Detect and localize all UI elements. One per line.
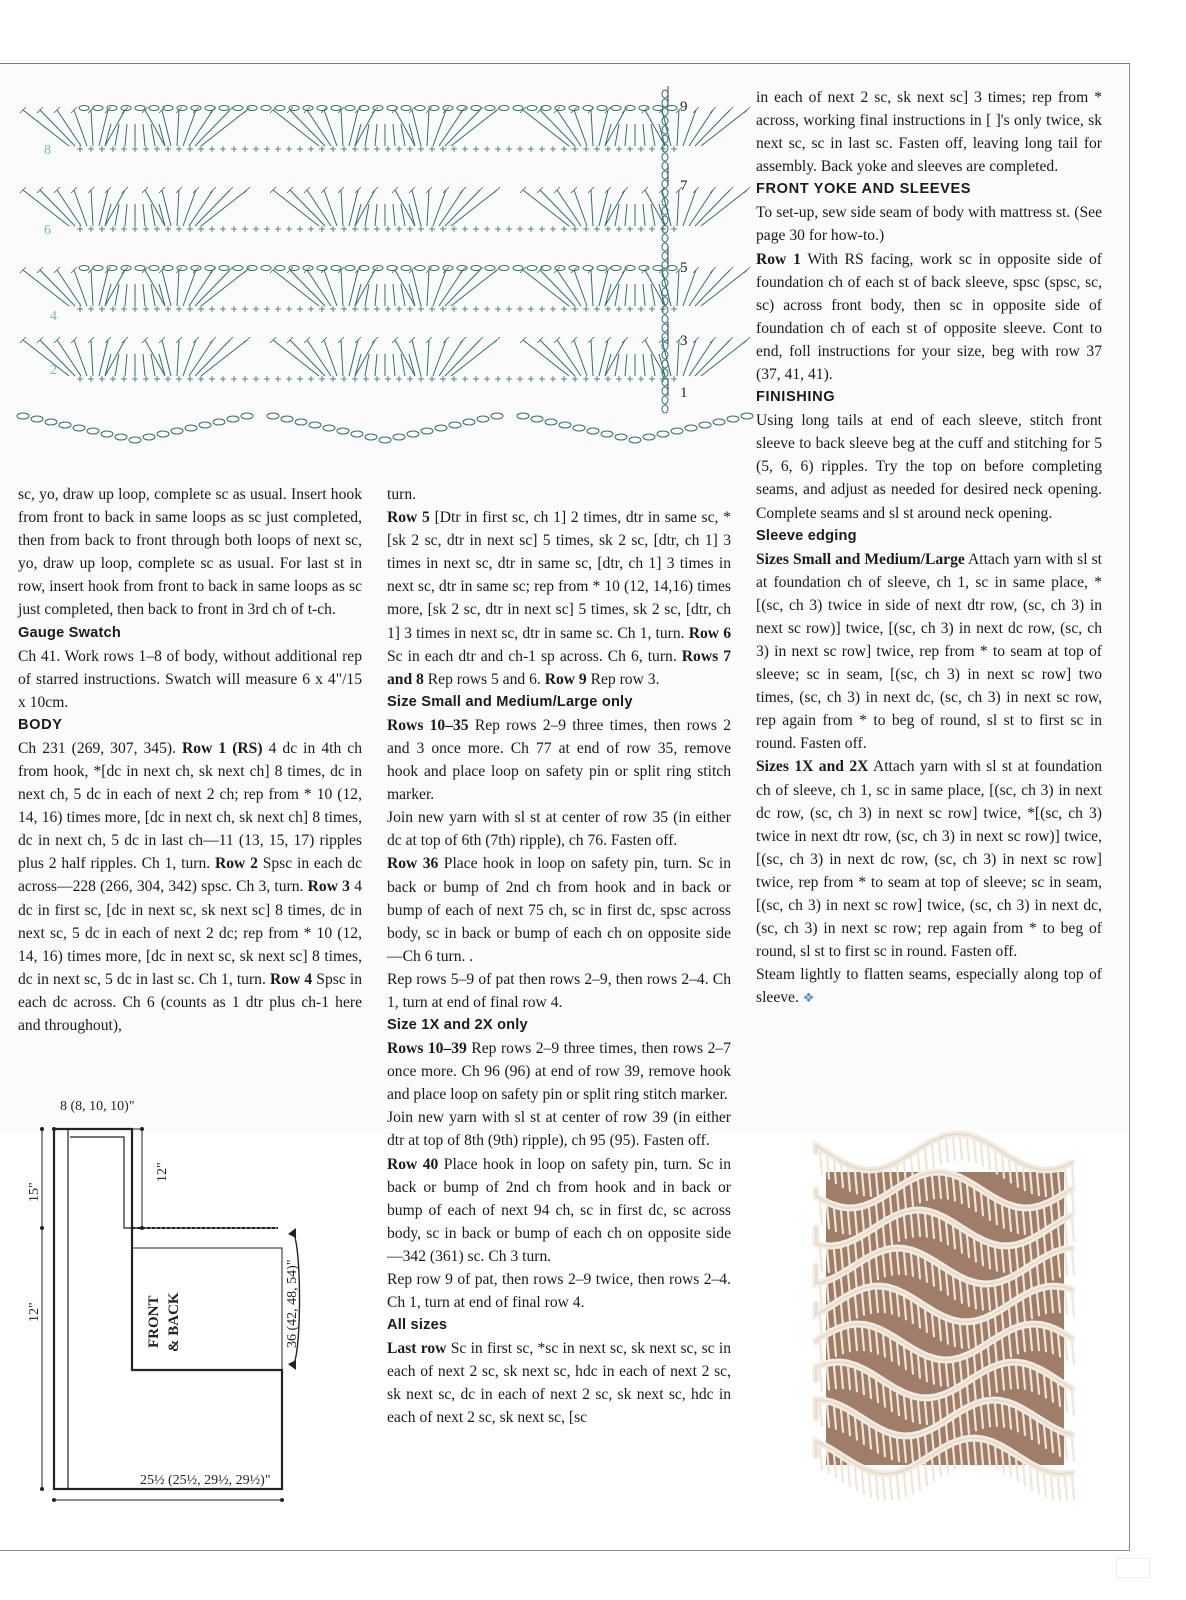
frame-top-rule <box>0 63 1130 64</box>
schematic-left-body: 12" <box>27 1302 42 1322</box>
body-paragraph <box>756 963 1102 1009</box>
row-label: Last row <box>387 1340 447 1358</box>
row-label: Row 40 <box>387 1155 439 1173</box>
body-paragraph: Rep rows 5–9 of pat then rows 2–9, then rows 2–4. Ch 1, turn at end of final row 4. <box>387 970 731 1011</box>
section-heading-body: BODY <box>18 716 63 733</box>
section-heading-all-sizes: All sizes <box>387 1317 448 1334</box>
frame-right-rule <box>1129 63 1130 1551</box>
stitch-chart <box>40 86 725 471</box>
text-run: Sc in each dtr and ch-1 sp across. Ch 6, turn. <box>387 647 682 665</box>
text-run: Rep row 3. <box>586 670 660 688</box>
row-label: Row 9 <box>544 670 587 688</box>
body-paragraph: Join new yarn with sl st at center of row 39 (in either dtr at top of 8th (9th) ripple), ch 95 (95). Fasten off. <box>387 1109 731 1150</box>
text-run: Attach yarn with sl st at foundation ch of sleeve, ch 1, sc in same place, *[(sc, ch 3) twice in side of next dtr row, (sc, ch 3) in next sc row)] twice, [(sc, ch 3) in next dc row, (sc, ch 3) in next sc row] twice, rep from * to seam at top of sleeve; sc in seam, [(sc, ch 3) in next sc row] two times, (sc, ch 3) in next dc, (sc, ch 3) in next sc row, rep again from * to beg of round, sl st to first sc in round. Fasten off. <box>756 550 1102 753</box>
body-paragraph: Using long tails at end of each sleeve, stitch front sleeve to back sleeve beg at the cuff and stitching for 5 (5, 6, 6) ripples. Try the top on before completing seams, and adjust as needed for desired neck opening. Complete seams and sl st around neck opening. <box>756 412 1102 522</box>
row-label: Row 3 <box>307 878 350 896</box>
schematic-sleeve-depth: 12" <box>155 1162 170 1182</box>
body-paragraph: Join new yarn with sl st at center of row 35 (in either dc at top of 6th (7th) ripple), ch 76. Fasten off. <box>387 809 731 850</box>
text-run: Spsc in each dc across—228 (266, 304, 342) spsc. Ch 3, turn. <box>18 855 363 896</box>
chart-row-number: 6 <box>44 223 51 238</box>
row-label: Row 36 <box>387 855 439 873</box>
schematic-panel-label-2: & BACK <box>166 1292 182 1352</box>
stitch-chart-symbols <box>17 86 753 443</box>
text-run: 4 dc in first sc, [dc in next sc, sk next sc] 8 times, dc in next sc, 5 dc in each of next 2 dc; rep from * 10 (12, 14, 16) times more, [dc in next sc, sk next sc] 8 times, dc in next sc, 5 dc in last sc. Ch 1, turn. <box>18 878 362 988</box>
body-paragraph <box>387 1153 731 1268</box>
row-label: Rows 10–39 <box>387 1040 467 1058</box>
text-run: Rep rows 2–9 three times, then rows 2–7 once more. Ch 96 (96) at end of row 39, remove hook and place loop on safety pin or split ring stitch marker. <box>387 1040 731 1104</box>
chart-row-number: 8 <box>44 143 51 158</box>
body-paragraph <box>387 714 731 806</box>
chart-row-number: 3 <box>680 333 688 349</box>
schematic-left-total: 15" <box>27 1182 42 1202</box>
body-paragraph: To set-up, sew side seam of body with mattress st. (See page 30 for how-to.) <box>756 204 1102 245</box>
chart-row-number: 5 <box>680 260 688 276</box>
row-label: Row 1 <box>756 250 801 268</box>
text-run: With RS facing, work sc in opposite side of foundation ch of each st of back sleeve, spsc (spsc, sc, sc) across front body, then sc in opposite side of foundation ch of each st of opposite sleeve. Cont to end, foll instructions for your size, beg with row 37 (37, 41, 41). <box>756 250 1102 384</box>
section-heading-sleeve-edging: Sleeve edging <box>756 527 857 544</box>
text-run: Rep rows 5 and 6. <box>423 670 545 688</box>
row-label: Row 5 <box>387 509 430 527</box>
text-run: Attach yarn with sl st at foundation ch of sleeve, ch 1, sc in same place, [(sc, ch 3) in next dc row, (sc, ch 3) in next sc row] twice, *[(sc, ch 3) twice in next dtr row, (sc, ch 3) in next sc row)] twice, [(sc, ch 3) in next dc row, (sc, ch 3) in next sc row] twice, rep from * to seam at top of sleeve; sc in seam, [(sc, ch 3) in next sc row] twice, (sc, ch 3) in next dc, (sc, ch 3) in next sc row; rep again from * to beg of round, sl st to first sc in round. Fasten off. <box>756 758 1103 961</box>
text-run: 4 dc in 4th ch from hook, *[dc in next ch, sk next ch] 8 times, dc in next ch, 5 dc in each of next 2 ch; rep from * 10 (12, 14, 16) times more, [dc in next ch, sk next ch] 8 times, dc in next ch, 5 dc in last ch—11 (13, 15, 17) ripples plus 2 half ripples. Ch 1, turn. <box>18 739 363 873</box>
body-paragraph <box>18 737 362 1037</box>
end-mark-icon: ❖ <box>802 990 815 1006</box>
section-heading-front-yoke: FRONT YOKE AND SLEEVES <box>756 181 972 198</box>
section-heading-1x-2x: Size 1X and 2X only <box>387 1017 528 1034</box>
chart-row-number: 2 <box>50 363 57 378</box>
text-run: Place hook in loop on safety pin, turn. Sc in back or bump of 2nd ch from hook and in back or bump of each of next 94 ch, sc in first dc, sc across body, sc in back or bump of each ch on opposite side—342 (361) sc. Ch 3 turn. <box>387 1155 731 1265</box>
schematic-bottom-width: 25½ (25½, 29½, 29½)" <box>140 1473 271 1488</box>
body-paragraph: Rep row 9 of pat, then rows 2–9 twice, then rows 2–4. Ch 1, turn at end of final row 4. <box>387 1271 731 1312</box>
body-paragraph <box>756 248 1102 387</box>
row-label: Row 2 <box>214 855 258 873</box>
chart-left-row-numbers <box>44 143 57 378</box>
text-run: Sc in first sc, *sc in next sc, sk next sc, sc in each of next 2 sc, sk next sc, hdc in each of next 2 sc, sk next sc, dc in each of next 2 sc, sk next sc, hdc in each of next 2 sc, sk next sc, [sc <box>387 1340 731 1427</box>
frame-bottom-rule <box>0 1550 1130 1551</box>
body-paragraph: Ch 41. Work rows 1–8 of body, without additional rep of starred instructions. Swatch will measure 6 x 4"/15 x 10cm. <box>18 647 362 711</box>
text-run: [Dtr in first sc, ch 1] 2 times, dtr in same sc, *[sk 2 sc, dtr in next sc] 5 times, sk 2 sc, [dtr, ch 1] 3 times in next sc, dtr in same sc, [dtr, ch 1] 3 times in next sc, dtr in same sc; rep from * 10 (12, 14,16) times more, [sk 2 sc, dtr in next sc] 5 times, sk 2 sc, [dtr, ch 1] 3 times in next sc, dtr in same sc. Ch 1, turn. <box>387 509 731 642</box>
body-paragraph <box>387 1337 731 1429</box>
text-column-2 <box>387 483 731 1430</box>
body-paragraph <box>387 852 731 967</box>
text-run: Rep rows 2–9 three times, then rows 2 and 3 once more. Ch 77 at end of row 35, remove hook and place loop on safety pin or split ring stitch marker. <box>387 716 731 804</box>
chart-row-number: 4 <box>50 309 57 324</box>
row-label: Row 6 <box>688 624 732 642</box>
row-label: Row 1 (RS) <box>182 739 263 757</box>
garment-schematic <box>27 1099 330 1510</box>
section-heading-gauge: Gauge Swatch <box>18 624 121 641</box>
schematic-circumference: 36 (42, 48, 54)" <box>285 1259 300 1348</box>
body-paragraph: in each of next 2 sc, sk next sc] 3 times; rep from * across, working final instructions in [ ]'s only twice, sk next sc, sc in last sc. Fasten off, leaving long tail for assembly. Back yoke and sleeves are completed. <box>756 89 1102 176</box>
chart-row-number: 9 <box>680 99 688 115</box>
text-column-3 <box>756 86 1102 1009</box>
body-paragraph: turn. <box>387 486 417 503</box>
schematic-panel-label-1: FRONT <box>146 1295 162 1348</box>
lace-photo <box>826 1172 1064 1465</box>
size-label: Sizes 1X and 2X <box>756 758 869 776</box>
body-paragraph <box>756 755 1102 963</box>
row-label: Row 4 <box>269 970 313 988</box>
body-paragraph <box>756 548 1102 756</box>
text-run: Spsc in each dc across. Ch 6 (counts as 1 dtr plus ch-1 here and throughout), <box>18 970 363 1034</box>
text-column-1 <box>18 483 362 1037</box>
chart-row-number: 7 <box>680 178 688 194</box>
text-run: Place hook in loop on safety pin, turn. Sc in back or bump of 2nd ch from hook and in back or bump of each of next 75 ch, sc in first dc, spsc across body, sc in back or bump of each ch on opposite side—Ch 6 turn. . <box>387 855 731 965</box>
body-paragraph: sc, yo, draw up loop, complete sc as usual. Insert hook from front to back in same loops as sc just completed, then from back to front through both loops of next sc, yo, draw up loop, complete sc as usual. For last st in row, insert hook from front to back in same loops as sc just completed, then back to front in 3rd ch of t-ch. <box>18 486 362 619</box>
text-run: Steam lightly to flatten seams, especially along top of sleeve. <box>756 966 1102 1007</box>
body-paragraph <box>387 1037 731 1106</box>
chart-row-number: 1 <box>680 385 688 401</box>
row-label: Rows 10–35 <box>387 716 469 734</box>
section-heading-finishing: FINISHING <box>756 389 836 406</box>
page-corner-tab <box>1116 1558 1150 1578</box>
size-label: Sizes Small and Medium/Large <box>756 550 965 568</box>
text-run: Ch 231 (269, 307, 345). <box>18 739 183 757</box>
schematic-top-width: 8 (8, 10, 10)" <box>60 1099 135 1114</box>
row-label: Rows 7 and 8 <box>387 647 731 688</box>
body-paragraph <box>387 506 731 691</box>
section-heading-small-medium: Size Small and Medium/Large only <box>387 693 633 710</box>
